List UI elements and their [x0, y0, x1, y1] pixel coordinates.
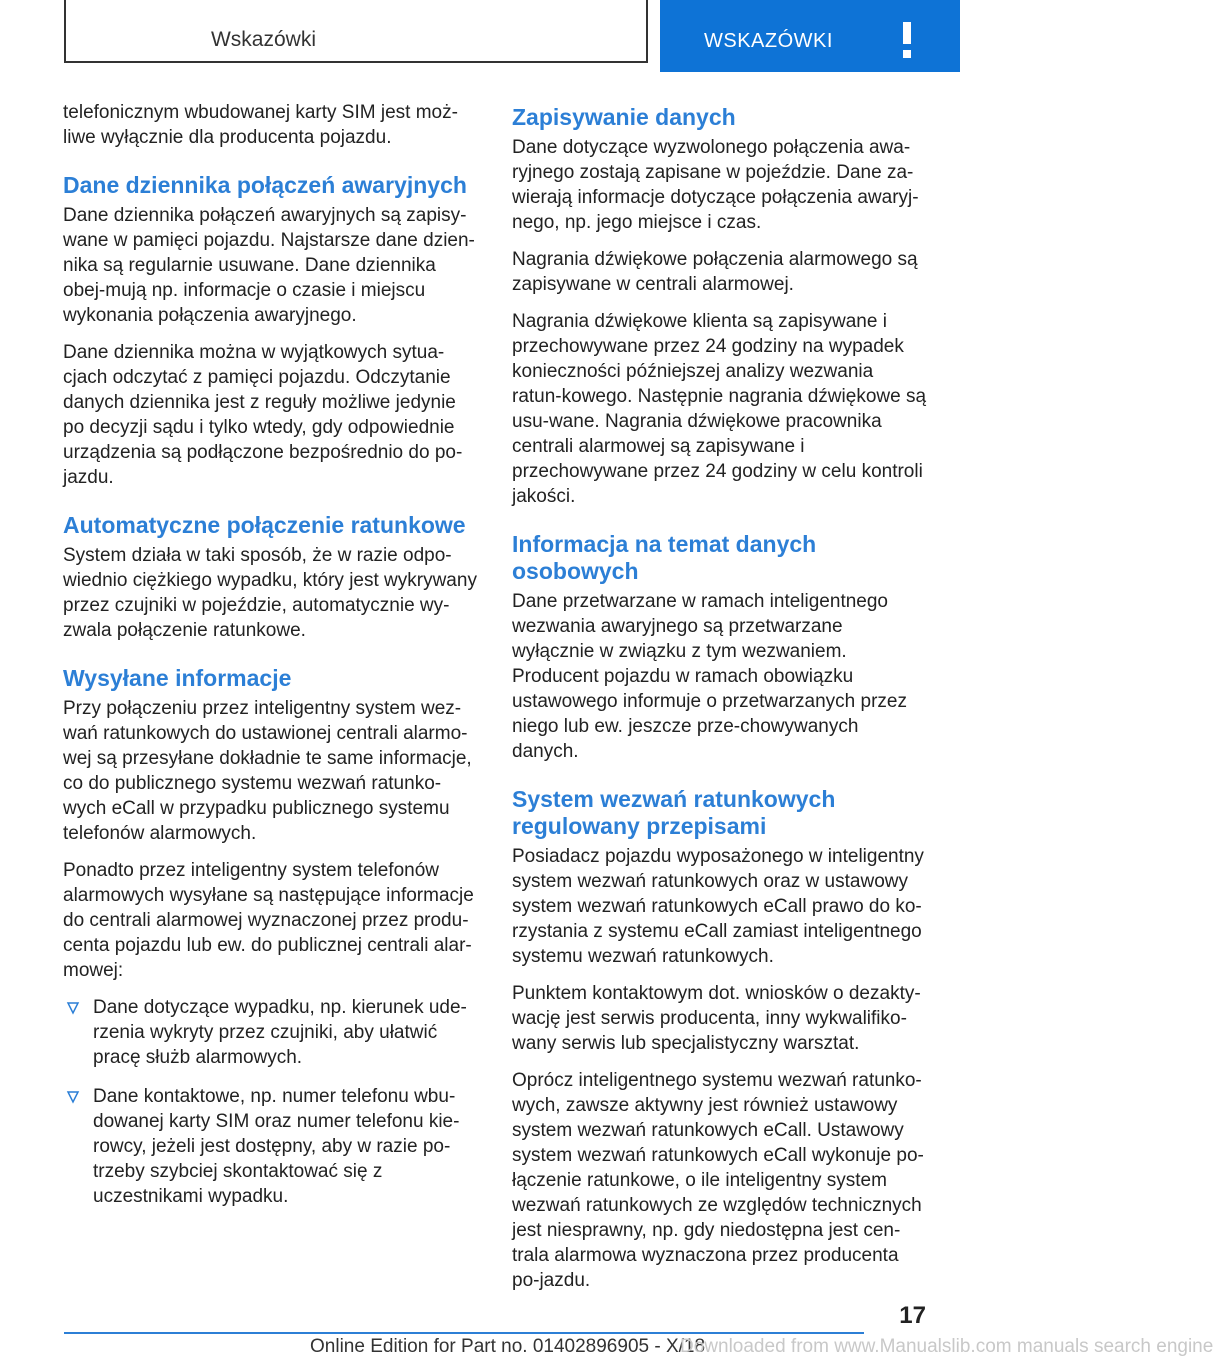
paragraph: Dane dotyczące wyzwolonego połączenia awa‐ryjnego zostają zapisane w pojeździe. Dane za‐wierają informacje dotyczące połączenia awaryj‐nego, np. jego miejsce i czas.: [512, 137, 919, 233]
list-item: [63, 995, 479, 1070]
left-column: [63, 100, 479, 1223]
list-item-text: Dane kontaktowe, np. numer telefonu wbu‐dowanej karty SIM oraz numer telefonu kie‐rowcy, jeżeli jest dostępny, aby w razie po‐trzeby szybciej skontaktować się z uczestnikami wypadku.: [93, 1086, 460, 1207]
header-chapter-bar: [660, 0, 960, 72]
header-section-tab: [64, 0, 648, 63]
exclamation-icon: [900, 22, 914, 58]
list-item-text: Dane dotyczące wypadku, np. kierunek ude‐rzenia wykryty przez czujniki, aby ułatwić pracę służb alarmowych.: [93, 997, 467, 1068]
list-item: [63, 1084, 479, 1209]
section-heading: Automatyczne połączenie ratunkowe: [63, 512, 466, 538]
section-heading: Zapisywanie danych: [512, 104, 736, 130]
paragraph: Oprócz inteligentnego systemu wezwań ratunko‐wych, zawsze aktywny jest również ustawowy system wezwań ratunkowych eCall. Ustawowy system wezwań ratunkowych eCall wykonuje po‐łączenie ratunkowe, o ile inteligentny system wezwań ratunkowych ze względów technicznych jest niesprawny, np. gdy niedostępna jest cen‐trala alarmowa wyznaczona przez producenta po‐jazdu.: [512, 1070, 924, 1291]
paragraph: Ponadto przez inteligentny system telefonów alarmowych wysyłane są następujące informacje do centrali alarmowej wyznaczonej przez produ‐centa pojazdu lub ew. do publicznej centrali alar‐mowej:: [63, 860, 474, 981]
paragraph: Nagrania dźwiękowe połączenia alarmowego są zapisywane w centrali alarmowej.: [512, 249, 918, 295]
header-section-title: Wskazówki: [210, 28, 316, 51]
paragraph: System działa w taki sposób, że w razie odpo‐wiednio ciężkiego wypadku, który jest wykrywany przez czujniki w pojeździe, automatycznie wy‐zwala połączenie ratunkowe.: [63, 545, 477, 641]
paragraph: Punktem kontaktowym dot. wniosków o dezakty‐wację jest serwis producenta, inny wykwalifiko‐wany serwis lub specjalistyczny warsztat.: [512, 983, 921, 1054]
section-heading: Dane dziennika połączeń awaryjnych: [63, 172, 467, 198]
triangle-bullet-icon: [67, 1091, 79, 1103]
paragraph: Posiadacz pojazdu wyposażonego w inteligentny system wezwań ratunkowych oraz w ustawowy system wezwań ratunkowych eCall prawo do ko‐rzystania z systemu eCall zamiast inteligentnego systemu wezwań ratunkowych.: [512, 846, 924, 967]
footer-edition: Online Edition for Part no. 01402896905 - X/18: [310, 1336, 706, 1357]
bullet-list: [63, 995, 479, 1209]
paragraph: Dane dziennika można w wyjątkowych sytua‐cjach odczytać z pamięci pojazdu. Odczytanie danych dziennika jest z reguły możliwe jedynie po decyzji sądu i tylko wtedy, gdy odpowiednie urządzenia są podłączone bezpośrednio do po‐jazdu.: [63, 342, 463, 488]
paragraph: Przy połączeniu przez inteligentny system wez‐wań ratunkowych do ustawionej centrali alarmo‐wej są przesyłane dokładnie te same informacje, co do publicznego systemu wezwań ratunko‐wych eCall w przypadku publicznego systemu telefonów alarmowych.: [63, 698, 472, 844]
paragraph: Dane dziennika połączeń awaryjnych są zapisy‐wane w pamięci pojazdu. Najstarsze dane dzien‐nika są regularnie usuwane. Dane dziennika obej‐mują np. informacje o czasie i miejscu wykonania połączenia awaryjnego.: [63, 205, 475, 326]
paragraph: Nagrania dźwiękowe klienta są zapisywane i przechowywane przez 24 godziny na wypadek konieczności późniejszej analizy wezwania ratun‐kowego. Następnie nagrania dźwiękowe są usu‐wane. Nagrania dźwiękowe pracownika centrali alarmowej są zapisywane i przechowywane przez 24 godziny w celu kontroli jakości.: [512, 311, 927, 507]
footer-divider: [64, 1332, 864, 1334]
section-heading: Informacja na temat danych osobowych: [512, 531, 817, 584]
footer-watermark: Downloaded from www.Manualslib.com manuals search engine: [680, 1336, 1213, 1357]
section-heading: Wysyłane informacje: [63, 665, 292, 691]
triangle-bullet-icon: [67, 1002, 79, 1014]
page-number: 17: [899, 1302, 926, 1329]
right-column: [512, 100, 928, 1305]
paragraph: Dane przetwarzane w ramach inteligentnego wezwania awaryjnego są przetwarzane wyłącznie w związku z tym wezwaniem. Producent pojazdu w ramach obowiązku ustawowego informuje o przetwarzanych przez niego lub ew. jeszcze prze‐chowywanych danych.: [512, 591, 907, 762]
header-chapter-title: WSKAZÓWKI: [704, 30, 833, 52]
paragraph: telefonicznym wbudowanej karty SIM jest moż‐liwe wyłącznie dla producenta pojazdu.: [63, 102, 458, 148]
section-heading: System wezwań ratunkowych regulowany przepisami: [512, 786, 836, 839]
